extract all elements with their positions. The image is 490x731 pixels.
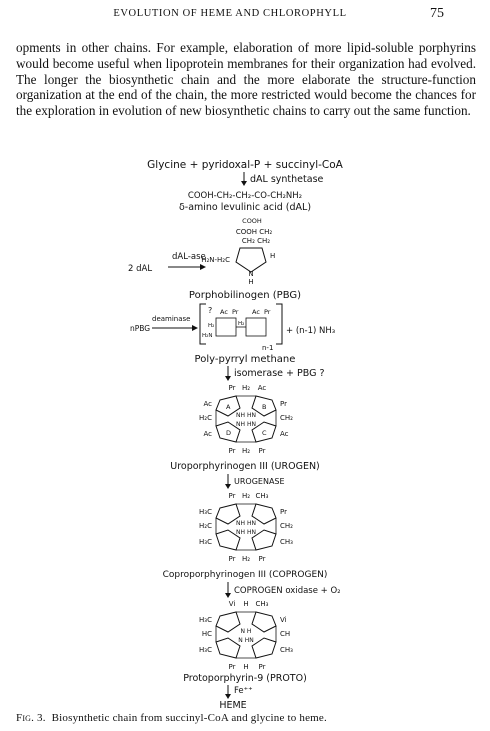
reactant-2dal: 2 dAL <box>128 264 153 274</box>
proto-core-bottom: N HN <box>238 637 254 644</box>
arrowhead-2 <box>200 264 206 270</box>
proto-left-3: H₃C <box>199 646 212 654</box>
pbg-amine: H₂N-H₂C <box>201 256 230 264</box>
urogen-right-1: Pr <box>280 400 287 408</box>
arrowhead-6 <box>225 593 231 598</box>
coprogen-top-2: H₂ <box>241 492 251 500</box>
poly-label-pr2: Pr <box>264 308 271 316</box>
enzyme-dal-ase: dAL-ase <box>172 252 206 262</box>
urogen-bottom-2: H₂ <box>241 447 251 455</box>
urogen-ring-label-c: C <box>262 429 267 437</box>
enzyme-isomerase: isomerase + PBG ? <box>234 368 325 379</box>
coprogen-right-3: CH₃ <box>280 538 293 546</box>
proto-top-1: Vi <box>228 600 236 608</box>
start-reactants: Glycine + pyridoxal-P + succinyl-CoA <box>147 159 343 171</box>
proto-top-3: CH₃ <box>255 600 269 608</box>
enzyme-dal-synthetase: dAL synthetase <box>250 174 324 185</box>
urogen-ring-label-b: B <box>262 403 267 411</box>
urogen-core-top: NH HN <box>236 412 256 419</box>
coprogen-left-2: H₂C <box>199 522 212 530</box>
enzyme-urogenase: UROGENASE <box>234 477 285 486</box>
pbg-side-2: COOH CH₂ <box>235 228 273 236</box>
poly-ring-2 <box>246 318 266 336</box>
enzyme-coprogen-oxidase: COPROGEN oxidase + O₂ <box>234 586 341 596</box>
proto-core-top: N H <box>240 628 252 635</box>
proto-bottom-1: Pr <box>228 663 236 671</box>
poly-label-ac1: Ac <box>220 308 228 316</box>
urogen-ring-label-d: D <box>226 429 232 437</box>
urogen-top-1: Pr <box>228 384 236 392</box>
proto-left-1: H₃C <box>199 616 212 624</box>
urogen-core-bottom: NH HN <box>236 421 256 428</box>
poly-label-h2-b: H₂ <box>208 323 215 329</box>
coprogen-name: Coproporphyrinogen III (COPROGEN) <box>162 570 328 580</box>
poly-n: n-1 <box>262 344 274 352</box>
urogen-right-2: CH₂ <box>280 414 293 422</box>
dal-formula: COOH-CH₂-CH₂-CO-CH₂NH₂ <box>187 191 303 201</box>
urogen-bottom-3: Pr <box>258 447 266 455</box>
coprogen-bottom-3: Pr <box>258 555 266 563</box>
poly-name: Poly-pyrryl methane <box>194 354 296 365</box>
coprogen-bottom-1: Pr <box>228 555 236 563</box>
coprogen-right-2: CH₂ <box>280 522 293 530</box>
enzyme-deaminase: deaminase <box>152 315 191 323</box>
proto-right-1: Vi <box>280 616 287 624</box>
proto-ring-d <box>216 638 240 658</box>
poly-label-pr1: Pr <box>232 308 239 316</box>
pbg-pyrrole-ring <box>236 248 266 272</box>
pbg-side-1: COOH <box>242 217 262 225</box>
page-number: 75 <box>430 6 444 21</box>
urogen-right-3: Ac <box>280 430 289 438</box>
cofactor-fe: Fe⁺⁺ <box>234 686 253 696</box>
proto-bottom-2: H <box>243 663 249 671</box>
body-paragraph: opments in other chains. For example, elaboration of more lipid-soluble porphyrins would become useful when lipoprotein membranes for their organization had evolved. The longer the biosynthetic chain and the more elaborate the structure-function organization at the end of the chain, the more restricted would become the chances for the exploration in evolution of new biosynthetic chains to carry out the same function. <box>16 40 476 119</box>
arrowhead-1 <box>241 181 247 186</box>
coprogen-top-3: CH₃ <box>255 492 269 500</box>
arrowhead-3 <box>192 325 198 331</box>
coprogen-right-1: Pr <box>280 508 287 516</box>
urogen-top-2: H₂ <box>241 384 251 392</box>
pbg-nh-n: N <box>248 270 254 278</box>
caption-label: Fig. 3. <box>16 712 46 724</box>
biosynthesis-figure <box>0 150 490 710</box>
urogen-bottom-1: Pr <box>228 447 236 455</box>
figure-caption <box>16 712 476 724</box>
poly-ring-1 <box>216 318 236 336</box>
arrowhead-7 <box>225 694 231 699</box>
coprogen-top-1: Pr <box>228 492 236 500</box>
poly-label-question: ? <box>208 306 213 315</box>
urogen-left-3: Ac <box>203 430 212 438</box>
poly-product: + (n-1) NH₃ <box>286 326 336 336</box>
proto-bottom-3: Pr <box>258 663 266 671</box>
poly-label-ac2: Ac <box>252 308 260 316</box>
reactant-npbg: nPBG <box>130 324 151 333</box>
proto-right-3: CH₃ <box>280 646 293 654</box>
pbg-name: Porphobilinogen (PBG) <box>188 290 302 301</box>
urogen-left-1: Ac <box>203 400 212 408</box>
proto-top-2: H <box>243 600 249 608</box>
coprogen-core-top: NH HN <box>236 520 256 527</box>
pbg-side-3: CH₂ CH₂ <box>241 237 271 245</box>
dal-name: δ-amino levulinic acid (dAL) <box>178 202 312 213</box>
poly-bracket-right <box>276 304 282 344</box>
pbg-h1: H <box>270 252 276 260</box>
urogen-structure <box>216 396 276 442</box>
proto-ring-b <box>252 612 276 632</box>
proto-left-2: HC <box>201 630 212 638</box>
proto-right-2: CH <box>280 630 291 638</box>
coprogen-left-3: H₃C <box>199 538 212 546</box>
page-header <box>0 8 490 24</box>
urogen-left-2: H₂C <box>199 414 212 422</box>
urogen-name: Uroporphyrinogen III (UROGEN) <box>170 461 320 472</box>
arrowhead-4 <box>225 376 231 381</box>
coprogen-left-1: H₃C <box>199 508 212 516</box>
coprogen-core-bottom: NH HN <box>236 529 256 536</box>
poly-label-h2n: H₂N <box>202 333 213 339</box>
proto-ring-a <box>216 612 240 632</box>
urogen-ring-label-a: A <box>226 403 231 411</box>
arrowhead-5 <box>225 484 231 489</box>
running-head: EVOLUTION OF HEME AND CHLOROPHYLL <box>113 8 347 19</box>
end-product-heme: HEME <box>219 700 247 710</box>
proto-name: Protoporphyrin-9 (PROTO) <box>183 673 307 684</box>
urogen-top-3: Ac <box>257 384 267 392</box>
coprogen-structure <box>216 504 276 550</box>
caption-text: Biosynthetic chain from succinyl-CoA and glycine to heme. <box>51 712 327 724</box>
proto-ring-c <box>252 638 276 658</box>
poly-label-h2-a: H₂ <box>238 321 245 327</box>
coprogen-bottom-2: H₂ <box>241 555 251 563</box>
pbg-nh-h: H <box>248 278 254 286</box>
proto-structure <box>216 612 276 658</box>
